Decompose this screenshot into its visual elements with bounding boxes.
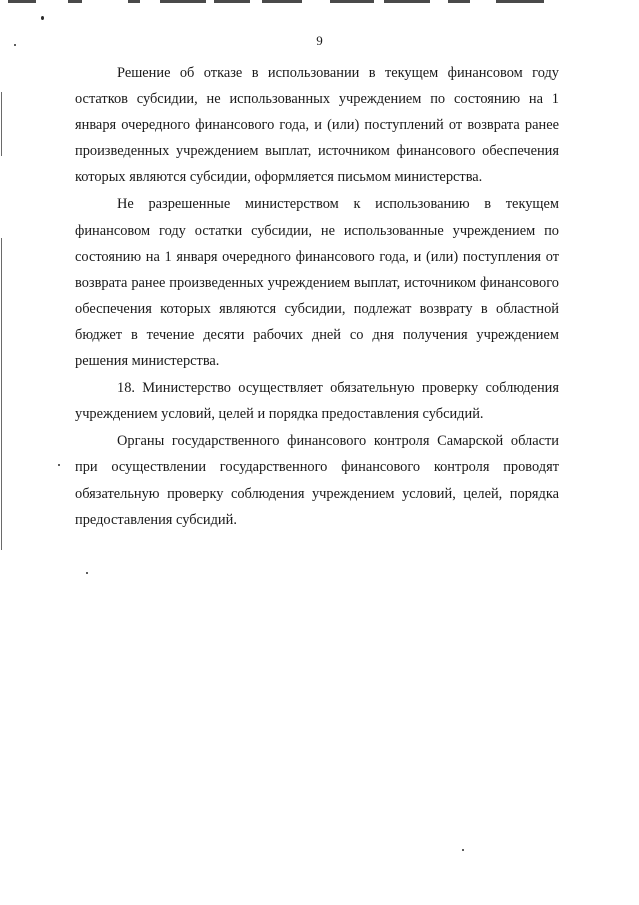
scan-speck bbox=[41, 16, 44, 20]
scan-mark bbox=[214, 0, 250, 3]
scan-mark bbox=[68, 0, 82, 3]
scan-artifact-top-edge bbox=[0, 0, 639, 6]
scan-mark bbox=[262, 0, 302, 3]
paragraph-item-18: 18. Министерство осуществляет обязательную проверку соблюдения учреждением условий, целей и порядка предоставления субсидий. bbox=[75, 380, 559, 423]
scan-mark bbox=[160, 0, 206, 3]
scan-mark bbox=[384, 0, 430, 3]
scan-speck bbox=[58, 464, 60, 466]
paragraph-financial-control: Органы государственного финансового контроля Самарской области при осуществлении государственного финансового контроля проводят обязательную проверку соблюдения учреждением условий, целей, порядка предоставления субсидий. bbox=[75, 433, 559, 528]
scan-mark bbox=[8, 0, 36, 3]
document-body bbox=[75, 60, 559, 533]
scan-speck bbox=[462, 849, 464, 851]
scan-mark bbox=[330, 0, 374, 3]
scan-artifact-margin-line bbox=[1, 92, 2, 156]
scan-mark bbox=[128, 0, 140, 3]
scan-mark bbox=[448, 0, 470, 3]
page-number: 9 bbox=[316, 33, 323, 48]
paragraph-subsidy-refusal: Решение об отказе в использовании в текущем финансовом году остатков субсидии, не использованных учреждением по состоянию на 1 января очередного финансового года, и (или) поступлений от возврата ранее произведенных учреждением выплат, источником финансового обеспечения которых являются субсидии, оформляется письмом министерства. bbox=[75, 65, 559, 186]
scan-artifact-margin-line bbox=[1, 238, 2, 550]
scan-speck bbox=[86, 572, 88, 574]
scan-mark bbox=[496, 0, 544, 3]
paragraph-subsidy-return: Не разрешенные министерством к использованию в текущем финансовом году остатки субсидии, не использованные учреждением по состоянию на 1 января очередного финансового года, и (или) поступления от возврата ранее произведенных учреждением выплат, источником финансового обеспечения которых являются субсидии, подлежат возврату в областной бюджет в течение десяти рабочих дней со дня получения учреждением решения министерства. bbox=[75, 196, 559, 370]
